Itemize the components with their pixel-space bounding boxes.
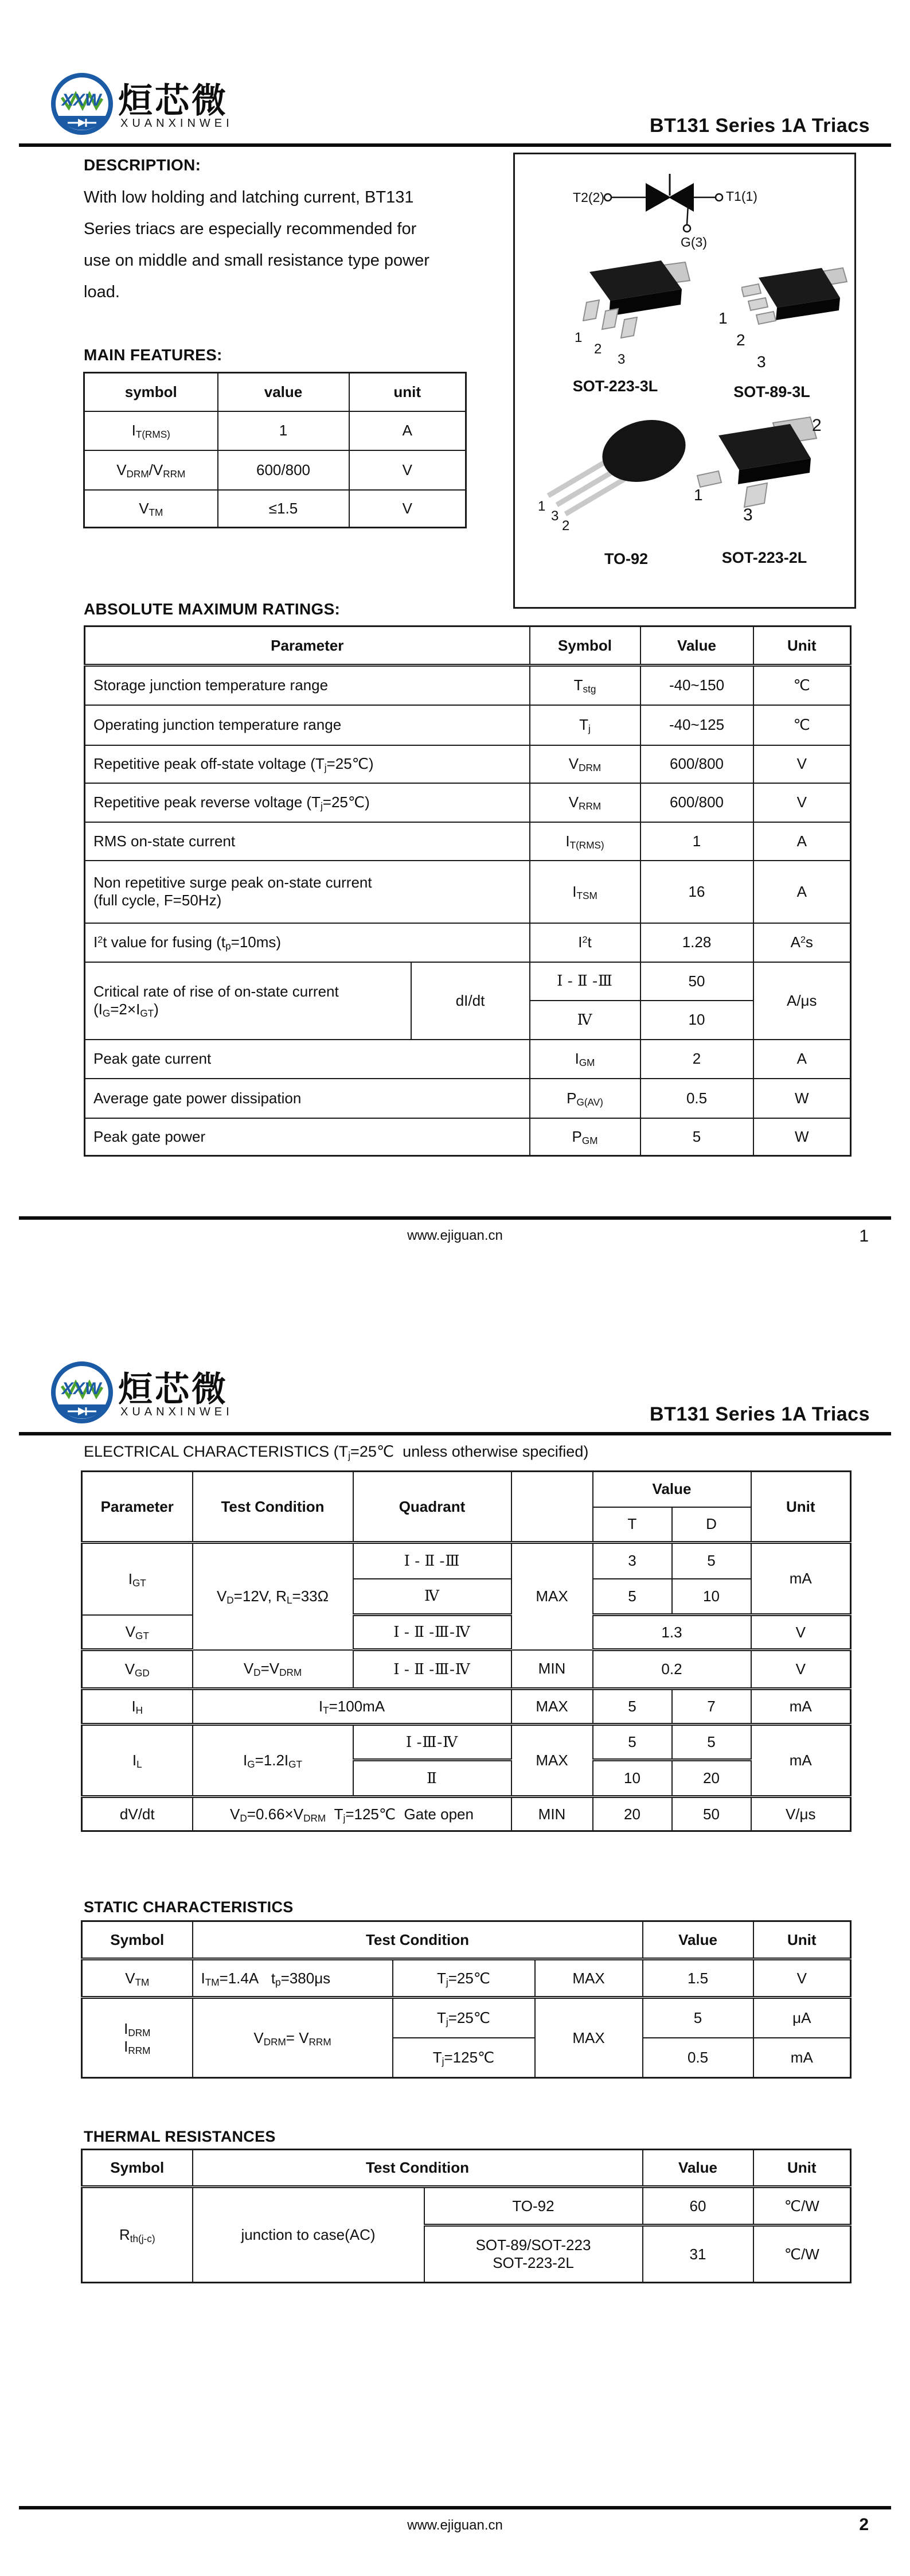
cond-cell: $T_j=25℃$ bbox=[393, 1998, 535, 2038]
cell: 1 bbox=[218, 411, 349, 450]
cond-cell: $V_{DRM}= V_{RRM}$ bbox=[193, 1998, 393, 2078]
package-sot223-2l-icon bbox=[693, 407, 825, 522]
package-name: SOT-223-3L bbox=[572, 378, 658, 395]
footer-site: www.ejiguan.cn bbox=[407, 2517, 503, 2533]
cell: 3 bbox=[593, 1543, 672, 1579]
cell: $A^2s$ bbox=[753, 923, 851, 962]
table-row bbox=[82, 2150, 851, 2187]
table-row bbox=[82, 1650, 851, 1689]
table-row bbox=[85, 705, 851, 745]
cell: $V_{TM}$ bbox=[84, 490, 218, 528]
table-row bbox=[82, 1998, 851, 2038]
brand-name-en: XUANXINWEI bbox=[120, 1406, 233, 1418]
param-cell: Repetitive peak off-state voltage $(T_j=25℃)$ bbox=[85, 745, 530, 783]
pin-number: 2 bbox=[594, 341, 602, 357]
cell: $T_{stg}$ bbox=[530, 666, 640, 705]
unit-cell: mA bbox=[751, 1689, 851, 1725]
cell: 5 bbox=[593, 1579, 672, 1615]
param-cell: RMS on-state current bbox=[85, 822, 530, 861]
cell: $V_{DRM}/V_{RRM}$ bbox=[84, 450, 218, 490]
col-header: Symbol bbox=[530, 627, 640, 666]
package-panel bbox=[513, 153, 856, 609]
col-header: symbol bbox=[84, 373, 218, 411]
page-number: 2 bbox=[859, 2515, 869, 2534]
cond-cell: $I_{TM}=1.4A$ $t_p=380\mu s$ bbox=[193, 1959, 393, 1998]
col-header: Unit bbox=[753, 1921, 851, 1959]
unit-cell: mA bbox=[751, 1543, 851, 1615]
cell: ≤1.5 bbox=[218, 490, 349, 528]
cell: V bbox=[349, 450, 466, 490]
footer-rule bbox=[19, 2506, 891, 2509]
cell: 600/800 bbox=[640, 745, 753, 783]
unit-cell: V bbox=[753, 1959, 851, 1998]
col-header: unit bbox=[349, 373, 466, 411]
table-row bbox=[82, 1921, 851, 1959]
table-row bbox=[82, 1689, 851, 1725]
col-header: Parameter bbox=[82, 1472, 193, 1543]
param-cell: Operating junction temperature range bbox=[85, 705, 530, 745]
quadrant-cell: Ⅳ bbox=[530, 1001, 640, 1040]
cell: $P_{G(AV)}$ bbox=[530, 1079, 640, 1118]
col-header: Test Condition bbox=[193, 1472, 353, 1543]
table-row bbox=[85, 783, 851, 822]
table-row bbox=[84, 450, 466, 490]
static-heading: STATIC CHARACTERISTICS bbox=[84, 1898, 294, 1916]
main-features-table bbox=[83, 372, 467, 528]
table-row bbox=[85, 861, 851, 923]
quadrant-cell: Ⅰ -Ⅲ-Ⅳ bbox=[353, 1725, 511, 1760]
col-header: Symbol bbox=[82, 2150, 193, 2187]
mode-cell: MIN bbox=[511, 1797, 593, 1831]
table-row bbox=[82, 2187, 851, 2225]
cell: A/μs bbox=[753, 962, 851, 1040]
quadrant-cell: Ⅳ bbox=[353, 1579, 511, 1615]
cell: A bbox=[753, 822, 851, 861]
col-header: Parameter bbox=[85, 627, 530, 666]
unit-cell: mA bbox=[751, 1725, 851, 1797]
package-name: SOT-223-2L bbox=[721, 549, 807, 566]
doc-title: BT131 Series 1A Triacs bbox=[650, 1403, 870, 1425]
table-row bbox=[85, 627, 851, 666]
brand-abbr: XXW bbox=[61, 91, 101, 110]
cond-cell: $V_D=12V$, $R_L=33\Omega$ bbox=[193, 1543, 353, 1650]
header-rule bbox=[19, 1432, 891, 1435]
quadrant-cell: Ⅰ - Ⅱ -Ⅲ-Ⅳ bbox=[353, 1615, 511, 1650]
cell: 10 bbox=[672, 1579, 751, 1615]
cell: W bbox=[753, 1118, 851, 1156]
cell: 1.5 bbox=[643, 1959, 753, 1998]
cell: 0.5 bbox=[640, 1079, 753, 1118]
table-row bbox=[84, 490, 466, 528]
cond-cell: $T_j=125℃$ bbox=[393, 2038, 535, 2078]
page-number: 1 bbox=[859, 1227, 869, 1246]
cell: 0.2 bbox=[593, 1650, 751, 1689]
cond-cell: $V_D=0.66\times V_{DRM}$ $T_j=125℃$ Gate open bbox=[193, 1797, 511, 1831]
param-cell: Average gate power dissipation bbox=[85, 1079, 530, 1118]
cell: 5 bbox=[672, 1543, 751, 1579]
param-cell: $I_{GT}$ bbox=[82, 1543, 193, 1615]
table-row bbox=[82, 1959, 851, 1998]
unit-cell: V bbox=[751, 1615, 851, 1650]
param-cell: $I_H$ bbox=[82, 1689, 193, 1725]
cell: V bbox=[753, 745, 851, 783]
param-cell: $I_{DRM}$ $I_{RRM}$ bbox=[82, 1998, 193, 2078]
table-row bbox=[85, 1118, 851, 1156]
param-cell: Repetitive peak reverse voltage $(T_j=25℃)$ bbox=[85, 783, 530, 822]
param-cell: Storage junction temperature range bbox=[85, 666, 530, 705]
cell: 5 bbox=[593, 1689, 672, 1725]
brand-logo bbox=[50, 72, 314, 141]
cell: $I^2t$ bbox=[530, 923, 640, 962]
package-to92-icon bbox=[538, 415, 687, 536]
mode-cell: MAX bbox=[535, 1998, 643, 2078]
col-header: Test Condition bbox=[193, 2150, 643, 2187]
thermal-resistances-table bbox=[81, 2149, 852, 2283]
pin-number: 3 bbox=[743, 505, 753, 524]
pin-number: 3 bbox=[757, 353, 766, 371]
cell: TO-92 bbox=[424, 2187, 643, 2225]
description-line: With low holding and latching current, BT131 bbox=[84, 188, 414, 207]
table-row bbox=[85, 962, 851, 1001]
pin-number: 2 bbox=[812, 416, 822, 435]
cell: W bbox=[753, 1079, 851, 1118]
mode-cell: MAX bbox=[511, 1543, 593, 1650]
cell: $I_{TSM}$ bbox=[530, 861, 640, 923]
param-cell: $R_{th(j-c)}$ bbox=[82, 2187, 193, 2283]
param-cell: Non repetitive surge peak on-state current (full cycle, F=50Hz) bbox=[85, 861, 530, 923]
header-rule bbox=[19, 143, 891, 147]
triac-terminal-t2-label: T2(2) bbox=[573, 190, 604, 205]
brand-name-cn: 烜芯微 bbox=[118, 81, 228, 120]
quadrant-cell: Ⅱ bbox=[353, 1760, 511, 1797]
brand-name-cn: 烜芯微 bbox=[118, 1370, 228, 1408]
table-row bbox=[85, 1079, 851, 1118]
mode-cell: MAX bbox=[511, 1725, 593, 1797]
ec-heading-bold: ELECTRICAL CHARACTERISTICS bbox=[84, 1443, 330, 1460]
cell: 5 bbox=[640, 1118, 753, 1156]
col-header: T bbox=[593, 1507, 672, 1543]
cell: 10 bbox=[593, 1760, 672, 1797]
col-header: Unit bbox=[753, 627, 851, 666]
amr-table bbox=[84, 625, 852, 1157]
pin-number: 3 bbox=[618, 352, 626, 367]
description-line: load. bbox=[84, 283, 120, 301]
unit-cell: μA bbox=[753, 1998, 851, 2038]
param-cell: $I^2t$ value for fusing $(t_p=10ms)$ bbox=[85, 923, 530, 962]
unit-cell: V/μs bbox=[751, 1797, 851, 1831]
param-cell: $I_L$ bbox=[82, 1725, 193, 1797]
pin-number: 1 bbox=[575, 330, 583, 345]
description-heading: DESCRIPTION: bbox=[84, 156, 201, 174]
cell: ℃ bbox=[753, 666, 851, 705]
cell: $I_{GM}$ bbox=[530, 1040, 640, 1079]
ec-heading bbox=[84, 1443, 588, 1461]
ec-heading-rest: ($T_j=25℃$ unless otherwise specified) bbox=[329, 1443, 589, 1461]
cond-cell: $I_T=100mA$ bbox=[193, 1689, 511, 1725]
pin-number: 1 bbox=[718, 309, 728, 327]
cell: 0.5 bbox=[643, 2038, 753, 2078]
cell: -40~150 bbox=[640, 666, 753, 705]
param-cell: Peak gate current bbox=[85, 1040, 530, 1079]
amr-heading: ABSOLUTE MAXIMUM RATINGS: bbox=[84, 600, 341, 618]
cell: dI/dt bbox=[411, 962, 530, 1040]
cell: A bbox=[753, 1040, 851, 1079]
cell: 2 bbox=[640, 1040, 753, 1079]
cell: 31 bbox=[643, 2225, 753, 2283]
description-line: use on middle and small resistance type power bbox=[84, 251, 429, 270]
mode-cell: MAX bbox=[511, 1689, 593, 1725]
col-header: Unit bbox=[751, 1472, 851, 1543]
brand-logo bbox=[50, 1361, 314, 1430]
triac-terminal-t1-label: T1(1) bbox=[726, 189, 757, 204]
table-row bbox=[82, 1472, 851, 1507]
cond-cell: junction to case(AC) bbox=[193, 2187, 424, 2283]
col-header: Test Condition bbox=[193, 1921, 643, 1959]
table-row bbox=[85, 666, 851, 705]
cell: SOT-89/SOT-223 SOT-223-2L bbox=[424, 2225, 643, 2283]
cell: 50 bbox=[672, 1797, 751, 1831]
package-sot223-3l-icon bbox=[569, 240, 693, 355]
brand-abbr: XXW bbox=[61, 1379, 101, 1398]
table-row bbox=[82, 1725, 851, 1760]
unit-cell: V bbox=[751, 1650, 851, 1689]
footer-site: www.ejiguan.cn bbox=[407, 1228, 503, 1243]
cell: 5 bbox=[593, 1725, 672, 1760]
col-header: D bbox=[672, 1507, 751, 1543]
param-cell: $V_{GT}$ bbox=[82, 1615, 193, 1650]
cell: A bbox=[753, 861, 851, 923]
unit-cell: mA bbox=[753, 2038, 851, 2078]
col-header: value bbox=[218, 373, 349, 411]
pin-number: 1 bbox=[538, 499, 546, 514]
cell: 20 bbox=[672, 1760, 751, 1797]
param-cell: Peak gate power bbox=[85, 1118, 530, 1156]
cell: A bbox=[349, 411, 466, 450]
cell: $P_{GM}$ bbox=[530, 1118, 640, 1156]
thermal-heading: THERMAL RESISTANCES bbox=[84, 2128, 276, 2145]
col-header: Quadrant bbox=[353, 1472, 511, 1543]
col-header: Value bbox=[593, 1472, 751, 1507]
cell: 20 bbox=[593, 1797, 672, 1831]
footer-rule bbox=[19, 1216, 891, 1220]
cond-cell: $V_D=V_{DRM}$ bbox=[193, 1650, 353, 1689]
cell: 600/800 bbox=[218, 450, 349, 490]
table-row bbox=[85, 1040, 851, 1079]
cell: -40~125 bbox=[640, 705, 753, 745]
col-header: Unit bbox=[753, 2150, 851, 2187]
table-row bbox=[82, 1543, 851, 1579]
cell: 60 bbox=[643, 2187, 753, 2225]
table-row bbox=[82, 1797, 851, 1831]
col-header-empty bbox=[511, 1472, 593, 1543]
mode-cell: MIN bbox=[511, 1650, 593, 1689]
mode-cell: MAX bbox=[535, 1959, 643, 1998]
package-sot89-3l-icon bbox=[741, 252, 847, 355]
col-header: Value bbox=[643, 2150, 753, 2187]
param-cell: $V_{TM}$ bbox=[82, 1959, 193, 1998]
table-row bbox=[84, 373, 466, 411]
cell: 5 bbox=[672, 1725, 751, 1760]
cell: $T_j$ bbox=[530, 705, 640, 745]
table-row bbox=[85, 745, 851, 783]
param-cell: Critical rate of rise of on-state current $(I_G=2\times I_{GT})$ bbox=[85, 962, 411, 1040]
col-header: Value bbox=[640, 627, 753, 666]
cell: 1 bbox=[640, 822, 753, 861]
quadrant-cell: Ⅰ - Ⅱ -Ⅲ bbox=[530, 962, 640, 1001]
cell: 600/800 bbox=[640, 783, 753, 822]
table-row bbox=[85, 923, 851, 962]
unit-cell: ℃/W bbox=[753, 2187, 851, 2225]
pin-number: 3 bbox=[551, 508, 559, 524]
cell: 5 bbox=[643, 1998, 753, 2038]
col-header: Symbol bbox=[82, 1921, 193, 1959]
cell: 50 bbox=[640, 962, 753, 1001]
cond-cell: $T_j=25℃$ bbox=[393, 1959, 535, 1998]
cell: $V_{DRM}$ bbox=[530, 745, 640, 783]
pin-number: 2 bbox=[736, 331, 745, 349]
package-name: TO-92 bbox=[604, 550, 649, 567]
cell: $V_{RRM}$ bbox=[530, 783, 640, 822]
cell: $I_{T(RMS)}$ bbox=[530, 822, 640, 861]
brand-name-en: XUANXINWEI bbox=[120, 117, 233, 130]
doc-title: BT131 Series 1A Triacs bbox=[650, 115, 870, 137]
triac-gate-label: G(3) bbox=[681, 235, 707, 250]
cell: 1.28 bbox=[640, 923, 753, 962]
cell: 1.3 bbox=[593, 1615, 751, 1650]
pin-number: 2 bbox=[562, 518, 570, 534]
cell: 10 bbox=[640, 1001, 753, 1040]
cell: V bbox=[349, 490, 466, 528]
cell: 16 bbox=[640, 861, 753, 923]
unit-cell: ℃/W bbox=[753, 2225, 851, 2283]
page-2 bbox=[0, 1289, 910, 2576]
static-characteristics-table bbox=[81, 1920, 852, 2079]
cell: V bbox=[753, 783, 851, 822]
description-line: Series triacs are especially recommended for bbox=[84, 220, 417, 238]
cell: ℃ bbox=[753, 705, 851, 745]
package-name: SOT-89-3L bbox=[733, 383, 810, 400]
param-cell: $V_{GD}$ bbox=[82, 1650, 193, 1689]
table-row bbox=[84, 411, 466, 450]
table-row bbox=[85, 822, 851, 861]
pin-number: 1 bbox=[694, 486, 703, 504]
cond-cell: $I_G=1.2I_{GT}$ bbox=[193, 1725, 353, 1797]
quadrant-cell: Ⅰ - Ⅱ -Ⅲ-Ⅳ bbox=[353, 1650, 511, 1689]
param-cell: dV/dt bbox=[82, 1797, 193, 1831]
main-features-heading: MAIN FEATURES: bbox=[84, 346, 222, 364]
cell: $I_{T(RMS)}$ bbox=[84, 411, 218, 450]
quadrant-cell: Ⅰ - Ⅱ -Ⅲ bbox=[353, 1543, 511, 1579]
col-header: Value bbox=[643, 1921, 753, 1959]
cell: 7 bbox=[672, 1689, 751, 1725]
electrical-characteristics-table bbox=[81, 1470, 852, 1832]
